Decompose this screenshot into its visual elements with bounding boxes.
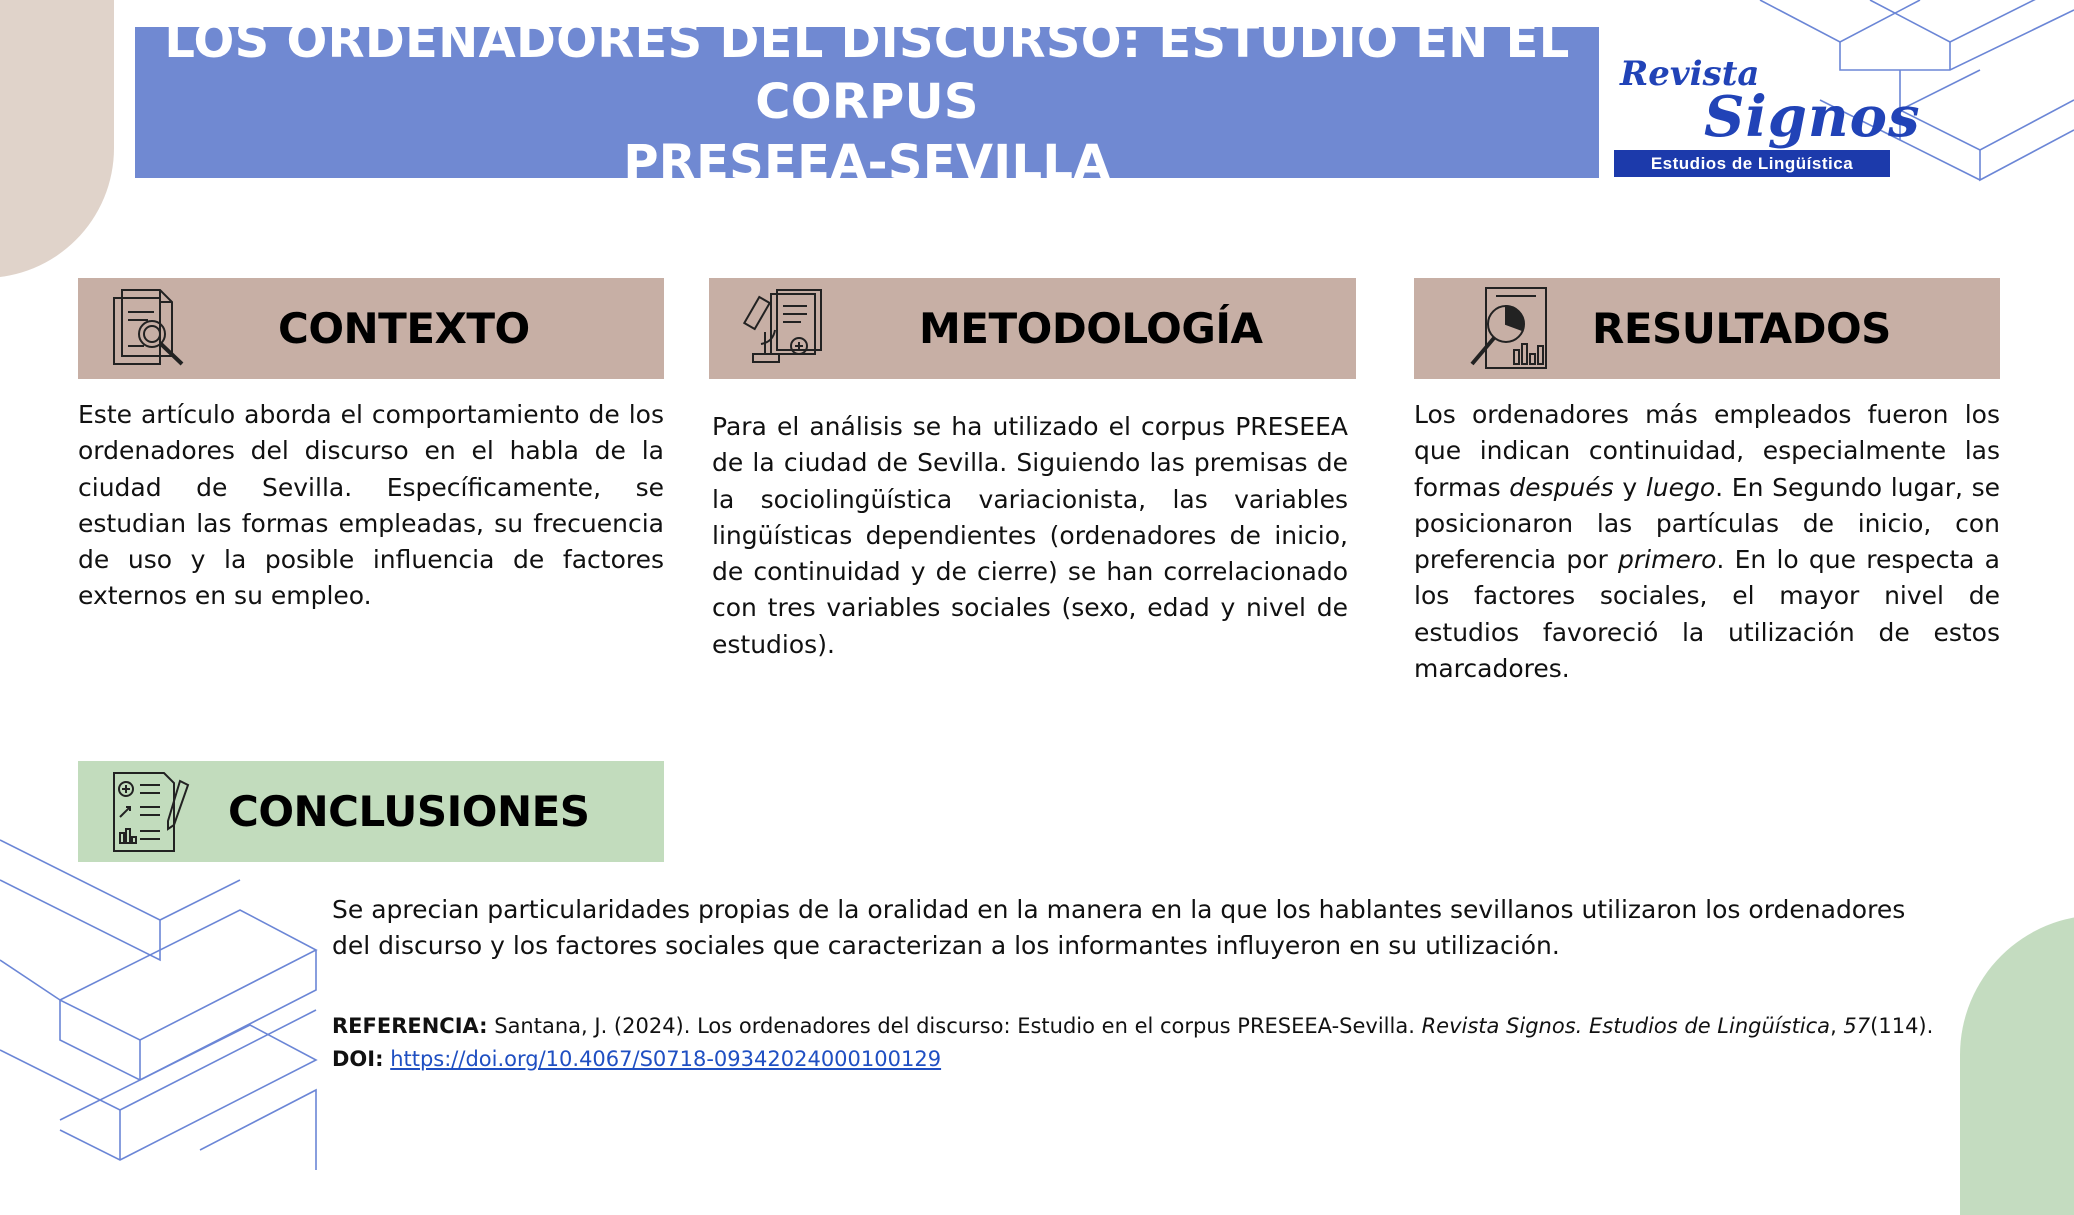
microscope-document-icon xyxy=(739,284,829,374)
conclusiones-title: CONCLUSIONES xyxy=(228,787,590,836)
reference-citation: REFERENCIA: Santana, J. (2024). Los ordenadores del discurso: Estudio en el corpus PRESEEA-Sevilla. Revista Signos. Estudios de Lingüística, 57(114). xyxy=(332,1014,1934,1038)
conclusiones-body: Se aprecian particularidades propias de la oralidad en la manera en la que los hablantes sevillanos utilizaron los ordenadores del discurso y los factores sociales que caracterizan a los informantes influyeron en su utilización. xyxy=(332,895,1906,961)
contexto-title: CONTEXTO xyxy=(278,304,530,353)
conclusiones-header xyxy=(78,761,664,862)
logo-word-signos: Signos xyxy=(1704,84,1921,150)
logo-word-revista: Revista xyxy=(1620,54,1760,94)
doi-link[interactable]: https://doi.org/10.4067/S0718-09342024000100129 xyxy=(390,1047,942,1071)
contexto-header xyxy=(78,278,664,379)
resultados-title: RESULTADOS xyxy=(1592,304,1891,353)
report-chart-magnifier-icon xyxy=(1464,284,1554,374)
journal-logo xyxy=(1612,54,1921,180)
resultados-body: Los ordenadores más empleados fueron los que indican continuidad, especialmente las formas después y luego. En Segundo lugar, se posicionaron las partículas de inicio, con preferencia por primero. En lo que respecta a los factores sociales, el mayor nivel de estudios favoreció la utilización de estos marcadores. xyxy=(1414,400,2001,684)
title-banner xyxy=(135,13,1599,191)
resultados-header xyxy=(1414,278,2000,379)
decorative-blocks-bottom-left xyxy=(0,820,330,1170)
checklist-pencil-icon xyxy=(108,767,198,857)
document-magnifier-icon xyxy=(108,284,198,374)
reference-block xyxy=(332,1010,1992,1076)
metodologia-title: METODOLOGÍA xyxy=(919,304,1263,353)
metodologia-header xyxy=(709,278,1356,379)
contexto-body: Este artículo aborda el comportamiento de los ordenadores del discurso en el habla de la ciudad de Sevilla. Específicamente, se estudian las formas empleadas, su frecuencia de uso y la posible influencia de factores externos en su empleo. xyxy=(78,400,664,611)
page-title: LOS ORDENADORES DEL DISCURSO: ESTUDIO EN EL CORPUS PRESEEA-SEVILLA xyxy=(164,13,1570,191)
metodologia-body: Para el análisis se ha utilizado el corpus PRESEEA de la ciudad de Sevilla. Siguiendo las premisas de la sociolingüística variacionista, las variables lingüísticas dependientes (ordenadores de inicio, de continuidad y de cierre) se han correlacionado con tres variables sociales (sexo, edad y nivel de estudios). xyxy=(712,412,1348,659)
decorative-blob-top-left xyxy=(0,0,114,278)
reference-doi: DOI: https://doi.org/10.4067/S0718-09342024000100129 xyxy=(332,1047,942,1071)
logo-subtitle: Estudios de Lingüística xyxy=(1614,150,1890,177)
